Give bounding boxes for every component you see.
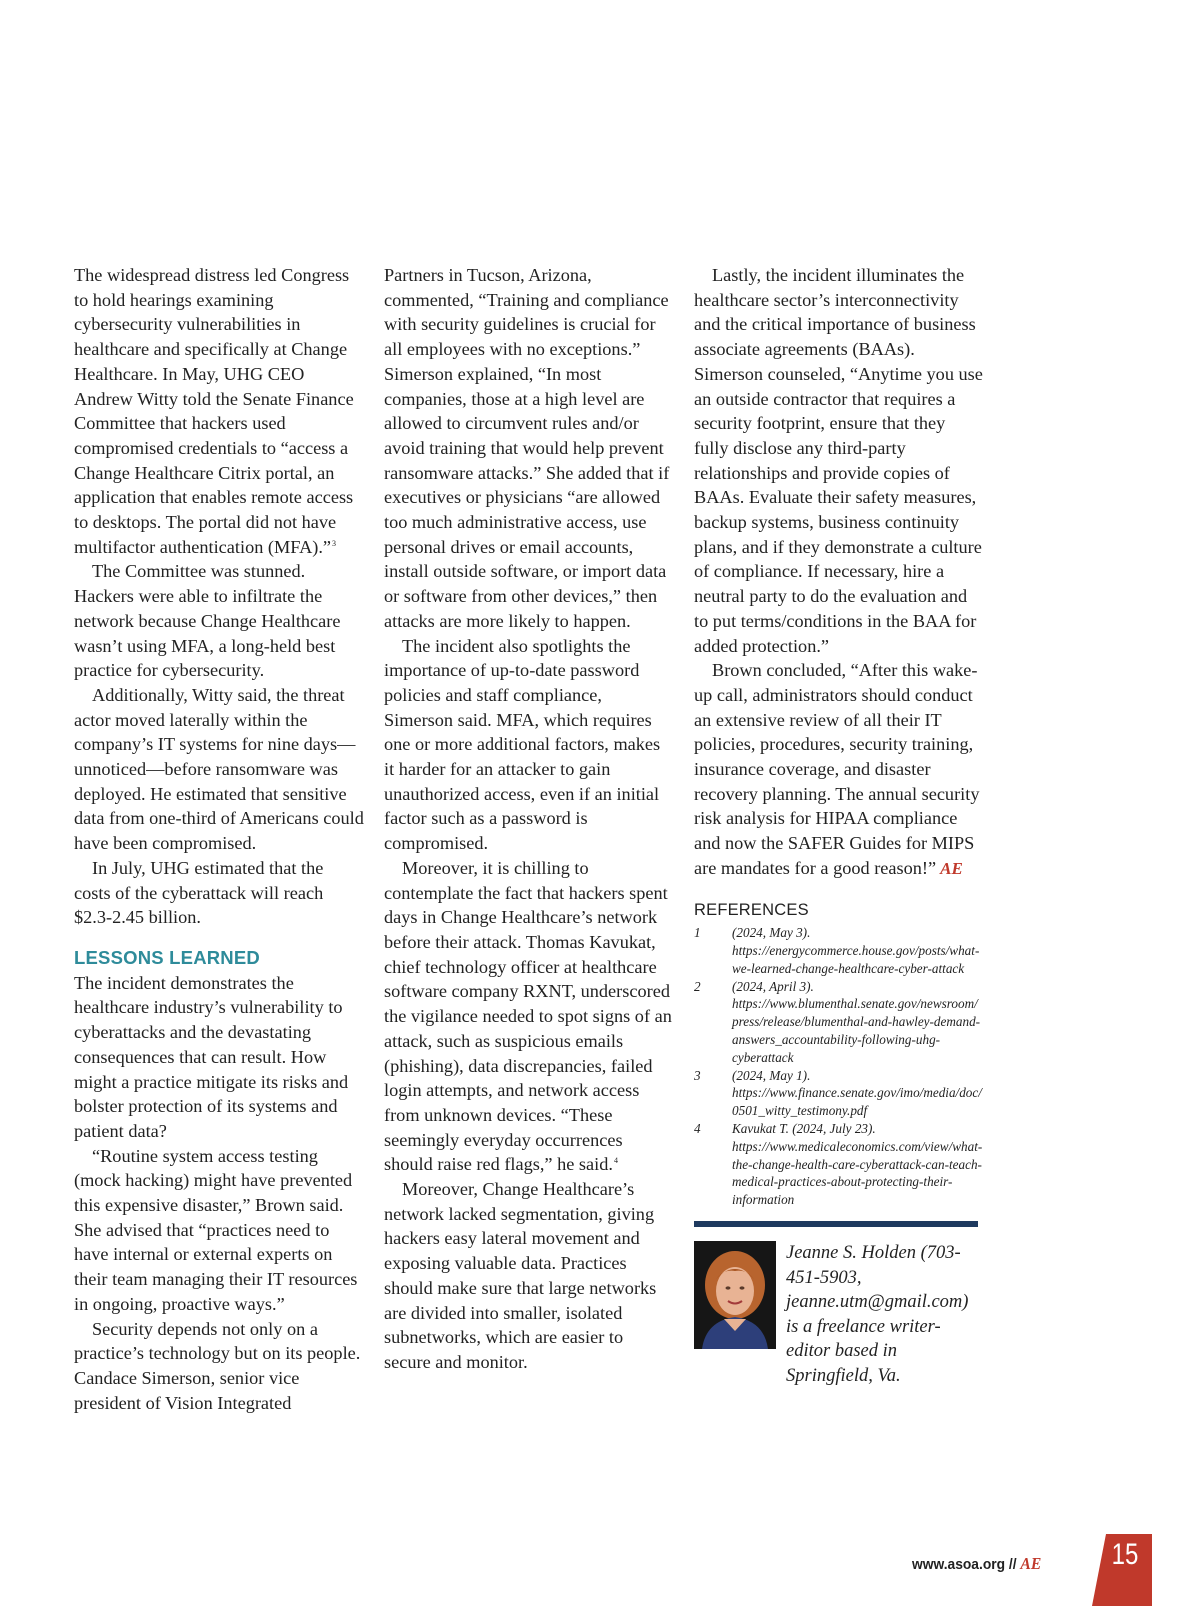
paragraph: In July, UHG estimated that the costs of the cyberattack will reach $2.3-2.45 billion. xyxy=(74,857,324,928)
page-footer xyxy=(912,1554,1041,1574)
reference-number: 4 xyxy=(694,1121,701,1137)
reference-number: 3 xyxy=(694,1067,701,1083)
paragraph: Moreover, it is chilling to contemplate the fact that hackers spent days in Change Healthcare’s network before their attack. Thomas Kavukat, chief technology officer at healthcare software company RXNT, underscored the vigilance needed to spot signs of an attack, such as suspicious emails (phishing), data discrepancies, failed login attempts, and network access from unknown devices. “These seemingly everyday occurrences should raise red flags,” he said.$^4$ xyxy=(384,857,672,1175)
article-column-2 xyxy=(384,263,674,1375)
paragraph: The widespread distress led Congress to hold hearings examining cybersecurity vulnerabilities in healthcare and specifically at Change Healthcare. In May, UHG CEO Andrew Witty told the Senate Finance Committee that hackers used compromised credentials to “access a Change Healthcare Citrix portal, an application that enables remote access to desktops. The portal did not have multifactor authentication (MFA).”$^3$ xyxy=(74,265,354,557)
author-photo xyxy=(694,1241,776,1349)
references-list xyxy=(694,924,984,1209)
page-number: 15 xyxy=(1111,1538,1139,1571)
reference-link[interactable]: (2024, May 3). https://energycommerce.house.gov/posts/what-we-learned-change-healthcare-cyber-attack xyxy=(732,925,980,976)
article-column-3 xyxy=(694,263,984,1388)
bio-divider-bar xyxy=(694,1221,978,1227)
paragraph: Partners in Tucson, Arizona, commented, “Training and compliance with security guidelines is crucial for all employees with no exceptions.” Simerson explained, “In most companies, those at a high level are allowed to circumvent rules and/or avoid training that would help prevent ransomware attacks.” She added that if executives or physicians “are allowed too much administrative access, use personal drives or email accounts, install outside software, or import data or software from other devices,” then attacks are more likely to happen. xyxy=(384,265,670,631)
author-bio xyxy=(694,1241,984,1388)
paragraph: Security depends not only on a practice’s technology but on its people. Candace Simerson, senior vice president of Vision Integrated xyxy=(74,1318,361,1413)
reference-link[interactable]: (2024, April 3). https://www.blumenthal.senate.gov/newsroom/press/release/blumenthal-and-hawley-demand-answers_accountability-following-uhg-cyberattack xyxy=(732,978,981,1065)
paragraph: Lastly, the incident illuminates the healthcare sector’s interconnectivity and the critical importance of business associate agreements (BAAs). Simerson counseled, “Anytime you use an outside contractor that requires a security footprint, ensure that they fully disclose any third-party relationships and provide copies of BAAs. Evaluate their safety measures, backup systems, business continuity plans, and if they demonstrate a culture of compliance. If necessary, hire a neutral party to do the evaluation and to put terms/conditions in the BAA for added protection.” xyxy=(694,265,983,656)
article-column-1 xyxy=(74,263,364,1415)
references-heading: REFERENCES xyxy=(694,900,809,919)
reference-item xyxy=(694,1120,984,1209)
bio-text: Jeanne S. Holden (703-451-5903, jeanne.utm@gmail.com) is a freelance writer-editor based in Springfield, Va. xyxy=(786,1243,969,1386)
footer-url[interactable]: www.asoa.org xyxy=(912,1556,1006,1573)
reference-item xyxy=(694,924,984,977)
footnote-ref: 4 xyxy=(613,1156,618,1166)
reference-link[interactable]: (2024, May 1). https://www.finance.senate.gov/imo/media/doc/0501_witty_testimony.pdf xyxy=(732,1067,982,1119)
footer-brand-logo: AE xyxy=(1020,1554,1042,1573)
footnote-ref: 3 xyxy=(332,538,337,548)
reference-number: 1 xyxy=(694,925,701,941)
paragraph: Additionally, Witty said, the threat actor moved laterally within the company’s IT systems for nine days—unnoticed—before ransomware was deployed. He estimated that sensitive data from one-third of Americans could have been compromised. xyxy=(74,684,364,854)
paragraph: “Routine system access testing (mock hacking) might have prevented this expensive disaster,” Brown said. She advised that “practices need to have internal or external experts on their team managing their IT resources in ongoing, proactive ways.” xyxy=(74,1145,358,1314)
paragraph: The incident demonstrates the healthcare industry’s vulnerability to cyberattacks and the devastating consequences that can result. How might a practice mitigate its risks and bolster protection of its systems and patient data? xyxy=(74,972,349,1141)
reference-item xyxy=(694,1067,984,1120)
paragraph: Moreover, Change Healthcare’s network lacked segmentation, giving hackers easy lateral movement and exposing valuable data. Practices should make sure that large networks are divided into smaller, isolated subnetworks, which are easier to secure and monitor. xyxy=(384,1179,657,1372)
paragraph: The Committee was stunned. Hackers were able to infiltrate the network because Change Healthcare wasn’t using MFA, a long-held best practice for cybersecurity. xyxy=(74,561,341,681)
section-heading: LESSONS LEARNED xyxy=(74,946,260,968)
paragraph: The incident also spotlights the importance of up-to-date password policies and staff compliance, Simerson said. MFA, which requires one or more additional factors, makes it harder for an attacker to gain unauthorized access, even if an initial factor such as a password is compromised. xyxy=(384,635,661,854)
end-mark-logo: AE xyxy=(940,858,963,878)
reference-item xyxy=(694,978,984,1067)
footer-separator: // xyxy=(1005,1556,1021,1573)
reference-link[interactable]: Kavukat T. (2024, July 23). https://www.medicaleconomics.com/view/what-the-change-health-care-cyberattack-can-teach-medical-practices-about-protecting-their-information xyxy=(732,1121,983,1208)
reference-number: 2 xyxy=(694,978,701,994)
paragraph: Brown concluded, “After this wake-up call, administrators should conduct an extensive review of all their IT policies, procedures, security training, insurance coverage, and disaster recovery planning. The annual security risk analysis for HIPAA compliance and now the SAFER Guides for MIPS are mandates for a good reason!” AE xyxy=(694,660,980,878)
